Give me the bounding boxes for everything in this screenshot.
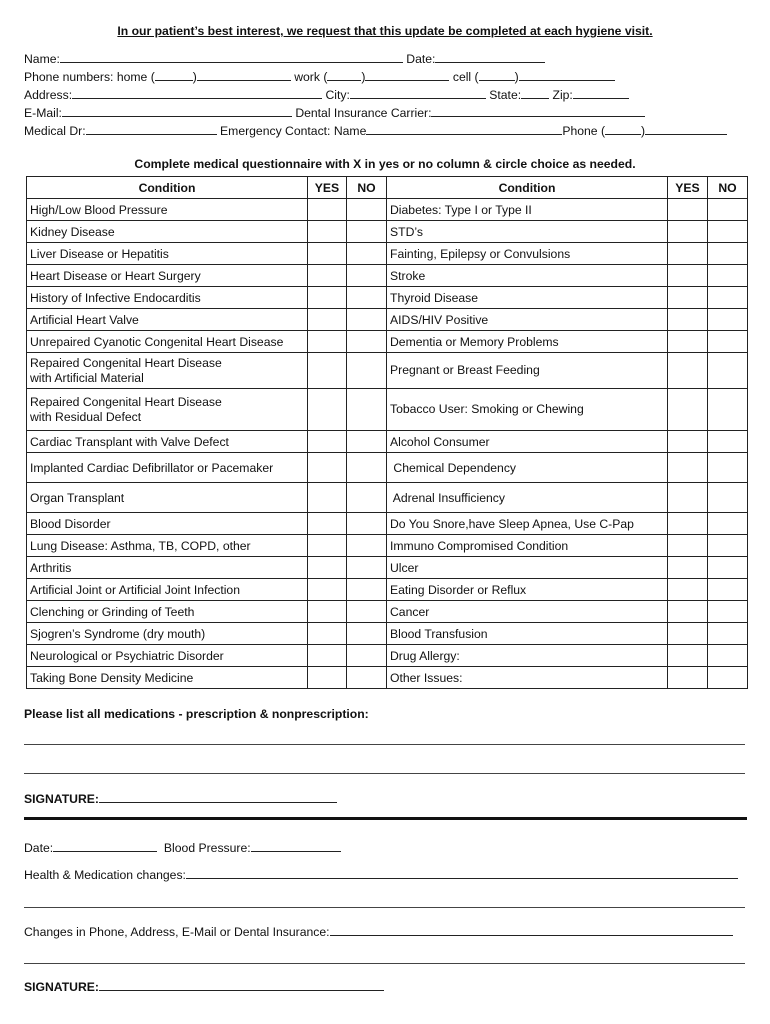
yes-checkbox-left[interactable]	[308, 513, 347, 535]
no-checkbox-left[interactable]	[347, 645, 387, 667]
condition-label: Stroke	[390, 268, 426, 283]
condition-label: Immuno Compromised Condition	[390, 538, 569, 553]
table-row	[27, 221, 748, 243]
emergency-phone-field[interactable]	[645, 123, 727, 135]
condition-cell-left	[27, 535, 308, 557]
yes-checkbox-left[interactable]	[308, 331, 347, 353]
condition-label: STD’s	[390, 224, 423, 239]
no-checkbox-left[interactable]	[347, 309, 387, 331]
table-row	[27, 287, 748, 309]
no-checkbox-right[interactable]	[708, 601, 748, 623]
work-label: work (	[294, 70, 328, 84]
no-checkbox-right[interactable]	[708, 243, 748, 265]
condition-cell-right	[387, 287, 668, 309]
yes-checkbox-right[interactable]	[668, 331, 708, 353]
yes-checkbox-right[interactable]	[668, 265, 708, 287]
yes-checkbox-right[interactable]	[668, 535, 708, 557]
no-checkbox-left[interactable]	[347, 389, 387, 431]
condition-label: Repaired Congenital Heart Disease	[30, 394, 222, 409]
paren-close: )	[192, 70, 197, 84]
condition-cell-left	[27, 513, 308, 535]
contact-changes-label: Changes in Phone, Address, E-Mail or Dental Insurance:	[24, 925, 330, 939]
emergency-contact-label: Emergency Contact: Name	[220, 124, 367, 138]
patient-signature-label: SIGNATURE:	[24, 792, 99, 806]
condition-label: Organ Transplant	[30, 490, 125, 505]
no-checkbox-left[interactable]	[347, 453, 387, 483]
yes-checkbox-right[interactable]	[668, 389, 708, 431]
medical-dr-label: Medical Dr:	[24, 124, 86, 138]
emergency-phone-label: Phone (	[562, 124, 606, 138]
office-date-row	[24, 840, 341, 855]
yes-checkbox-left[interactable]	[308, 453, 347, 483]
health-changes-label: Health & Medication changes:	[24, 868, 186, 882]
contact-changes-line-2[interactable]	[24, 963, 745, 964]
yes-checkbox-left[interactable]	[308, 483, 347, 513]
yes-checkbox-left[interactable]	[308, 667, 347, 689]
questionnaire-instruction: Complete medical questionnaire with X in yes or no column & circle choice as needed.	[134, 157, 636, 171]
yes-checkbox-right[interactable]	[668, 513, 708, 535]
patient-signature-field[interactable]	[99, 791, 337, 803]
condition-cell-left	[27, 579, 308, 601]
city-field[interactable]	[350, 87, 486, 99]
condition-label: Unrepaired Cyanotic Congenital Heart Disease	[30, 334, 284, 349]
condition-cell-right	[387, 483, 668, 513]
condition-header: Condition	[387, 177, 668, 199]
condition-cell-right	[387, 579, 668, 601]
no-checkbox-left[interactable]	[347, 221, 387, 243]
yes-checkbox-left[interactable]	[308, 557, 347, 579]
yes-checkbox-right[interactable]	[668, 645, 708, 667]
no-checkbox-right[interactable]	[708, 287, 748, 309]
no-checkbox-left[interactable]	[347, 287, 387, 309]
no-checkbox-left[interactable]	[347, 623, 387, 645]
blood-pressure-field[interactable]	[251, 840, 341, 852]
condition-label: Tobacco User: Smoking or Chewing	[390, 402, 584, 416]
no-checkbox-left[interactable]	[347, 601, 387, 623]
condition-label: Liver Disease or Hepatitis	[30, 246, 169, 261]
no-checkbox-right[interactable]	[708, 331, 748, 353]
yes-checkbox-right[interactable]	[668, 431, 708, 453]
yes-header: YES	[668, 177, 708, 199]
condition-cell-left	[27, 265, 308, 287]
condition-label: Eating Disorder or Reflux	[390, 582, 527, 597]
patient-signature-row	[24, 791, 337, 806]
condition-cell-left	[27, 601, 308, 623]
no-checkbox-left[interactable]	[347, 199, 387, 221]
yes-checkbox-right[interactable]	[668, 453, 708, 483]
table-header-row	[27, 177, 748, 199]
name-row	[24, 51, 545, 66]
home-area-code-field[interactable]	[155, 69, 193, 81]
condition-label: Other Issues:	[390, 670, 463, 685]
table-row	[27, 601, 748, 623]
condition-label: with Residual Defect	[30, 409, 142, 424]
condition-cell-right	[387, 353, 668, 389]
yes-checkbox-left[interactable]	[308, 353, 347, 389]
no-checkbox-right[interactable]	[708, 221, 748, 243]
address-field[interactable]	[72, 87, 322, 99]
cell-area-code-field[interactable]	[479, 69, 515, 81]
condition-cell-left	[27, 199, 308, 221]
phone-row	[24, 69, 615, 84]
yes-checkbox-left[interactable]	[308, 287, 347, 309]
table-row	[27, 645, 748, 667]
yes-checkbox-right[interactable]	[668, 199, 708, 221]
yes-checkbox-left[interactable]	[308, 645, 347, 667]
date-label: Date:	[406, 52, 436, 66]
condition-label: Cancer	[390, 604, 430, 619]
health-changes-field[interactable]	[186, 867, 738, 879]
no-checkbox-right[interactable]	[708, 645, 748, 667]
yes-header: YES	[308, 177, 347, 199]
condition-cell-right	[387, 535, 668, 557]
name-label: Name:	[24, 52, 60, 66]
no-checkbox-right[interactable]	[708, 389, 748, 431]
no-header: NO	[708, 177, 748, 199]
condition-label: Adrenal Insufficiency	[390, 490, 505, 505]
condition-cell-right	[387, 331, 668, 353]
no-checkbox-right[interactable]	[708, 483, 748, 513]
no-checkbox-left[interactable]	[347, 431, 387, 453]
no-checkbox-right[interactable]	[708, 579, 748, 601]
no-checkbox-right[interactable]	[708, 431, 748, 453]
no-checkbox-left[interactable]	[347, 557, 387, 579]
condition-cell-left	[27, 623, 308, 645]
yes-checkbox-right[interactable]	[668, 557, 708, 579]
home-phone-field[interactable]	[197, 69, 291, 81]
paren-close: )	[641, 124, 646, 138]
table-row	[27, 199, 748, 221]
condition-label: High/Low Blood Pressure	[30, 202, 168, 217]
condition-cell-right	[387, 243, 668, 265]
table-row	[27, 431, 748, 453]
no-header: NO	[347, 177, 387, 199]
date-field[interactable]	[435, 51, 545, 63]
table-row	[27, 623, 748, 645]
yes-checkbox-left[interactable]	[308, 265, 347, 287]
condition-cell-right	[387, 431, 668, 453]
condition-cell-right	[387, 513, 668, 535]
condition-cell-left	[27, 483, 308, 513]
condition-cell-right	[387, 645, 668, 667]
table-row	[27, 557, 748, 579]
no-checkbox-left[interactable]	[347, 243, 387, 265]
no-checkbox-right[interactable]	[708, 513, 748, 535]
table-row	[27, 513, 748, 535]
condition-label: Taking Bone Density Medicine	[30, 670, 194, 685]
condition-label: Thyroid Disease	[390, 290, 479, 305]
condition-label: History of Infective Endocarditis	[30, 290, 201, 305]
email-field[interactable]	[62, 105, 292, 117]
condition-label: Kidney Disease	[30, 224, 115, 239]
condition-label: Arthritis	[30, 560, 72, 575]
yes-checkbox-right[interactable]	[668, 309, 708, 331]
yes-checkbox-left[interactable]	[308, 199, 347, 221]
yes-checkbox-right[interactable]	[668, 353, 708, 389]
name-field[interactable]	[60, 51, 403, 63]
table-row	[27, 309, 748, 331]
state-label: State:	[489, 88, 522, 102]
condition-cell-left	[27, 667, 308, 689]
office-signature-field[interactable]	[99, 979, 384, 991]
contact-changes-row	[24, 924, 733, 939]
cell-phone-field[interactable]	[519, 69, 615, 81]
email-label: E-Mail:	[24, 106, 62, 120]
table-row	[27, 243, 748, 265]
condition-label: Chemical Dependency	[390, 460, 517, 475]
condition-cell-left	[27, 353, 308, 389]
condition-label: Repaired Congenital Heart Disease	[30, 355, 222, 370]
doctor-row	[24, 123, 727, 138]
condition-label: Lung Disease: Asthma, TB, COPD, other	[30, 538, 251, 553]
condition-cell-left	[27, 453, 308, 483]
no-checkbox-left[interactable]	[347, 667, 387, 689]
condition-cell-right	[387, 667, 668, 689]
yes-checkbox-left[interactable]	[308, 389, 347, 431]
no-checkbox-right[interactable]	[708, 309, 748, 331]
no-checkbox-right[interactable]	[708, 557, 748, 579]
condition-label: Clenching or Grinding of Teeth	[30, 604, 195, 619]
yes-checkbox-left[interactable]	[308, 431, 347, 453]
condition-cell-right	[387, 601, 668, 623]
medical-dr-field[interactable]	[86, 123, 217, 135]
condition-cell-left	[27, 243, 308, 265]
condition-header: Condition	[27, 177, 308, 199]
condition-label: Alcohol Consumer	[390, 434, 490, 449]
condition-cell-right	[387, 557, 668, 579]
yes-checkbox-right[interactable]	[668, 667, 708, 689]
table-row	[27, 579, 748, 601]
paren-close: )	[514, 70, 519, 84]
condition-label: with Artificial Material	[30, 370, 144, 385]
condition-cell-right	[387, 265, 668, 287]
yes-checkbox-right[interactable]	[668, 483, 708, 513]
table-row	[27, 483, 748, 513]
no-checkbox-left[interactable]	[347, 535, 387, 557]
yes-checkbox-left[interactable]	[308, 309, 347, 331]
emergency-area-code-field[interactable]	[605, 123, 641, 135]
table-row	[27, 453, 748, 483]
condition-label: Do You Snore,have Sleep Apnea, Use C-Pap	[390, 516, 634, 531]
condition-label: Blood Transfusion	[390, 626, 488, 641]
no-checkbox-right[interactable]	[708, 535, 748, 557]
yes-checkbox-left[interactable]	[308, 579, 347, 601]
office-date-field[interactable]	[53, 840, 157, 852]
table-row	[27, 389, 748, 431]
table-row	[27, 265, 748, 287]
condition-cell-left	[27, 287, 308, 309]
no-checkbox-left[interactable]	[347, 265, 387, 287]
condition-cell-left	[27, 389, 308, 431]
condition-label: Blood Disorder	[30, 516, 111, 531]
section-divider	[24, 817, 747, 820]
medications-line-2[interactable]	[24, 773, 745, 774]
condition-label: Cardiac Transplant with Valve Defect	[30, 434, 229, 449]
condition-cell-left	[27, 331, 308, 353]
health-changes-line-2[interactable]	[24, 907, 745, 908]
no-checkbox-left[interactable]	[347, 579, 387, 601]
no-checkbox-left[interactable]	[347, 331, 387, 353]
work-phone-field[interactable]	[365, 69, 449, 81]
condition-label: Neurological or Psychiatric Disorder	[30, 648, 224, 663]
zip-field[interactable]	[573, 87, 629, 99]
dental-insurance-field[interactable]	[431, 105, 645, 117]
condition-label: Dementia or Memory Problems	[390, 334, 559, 349]
condition-label: Diabetes: Type I or Type II	[390, 202, 532, 217]
condition-label: Heart Disease or Heart Surgery	[30, 268, 201, 283]
yes-checkbox-right[interactable]	[668, 221, 708, 243]
condition-cell-right	[387, 453, 668, 483]
condition-cell-right	[387, 623, 668, 645]
condition-label: Fainting, Epilepsy or Convulsions	[390, 246, 571, 261]
condition-label: Ulcer	[390, 560, 419, 575]
condition-label: Artificial Heart Valve	[30, 312, 139, 327]
form-header: In our patient’s best interest, we request that this update be completed at each hygiene visit.	[117, 24, 653, 38]
work-area-code-field[interactable]	[327, 69, 361, 81]
health-changes-row	[24, 867, 738, 882]
dental-insurance-label: Dental Insurance Carrier:	[295, 106, 432, 120]
yes-checkbox-right[interactable]	[668, 287, 708, 309]
table-row	[27, 353, 748, 389]
medical-questionnaire-table	[26, 176, 748, 689]
office-date-label: Date:	[24, 841, 54, 855]
no-checkbox-right[interactable]	[708, 453, 748, 483]
table-row	[27, 331, 748, 353]
condition-cell-right	[387, 221, 668, 243]
address-label: Address:	[24, 88, 73, 102]
condition-cell-right	[387, 389, 668, 431]
address-row	[24, 87, 629, 102]
emergency-contact-field[interactable]	[366, 123, 562, 135]
phone-home-label: Phone numbers: home (	[24, 70, 155, 84]
condition-cell-left	[27, 645, 308, 667]
yes-checkbox-left[interactable]	[308, 623, 347, 645]
condition-label: AIDS/HIV Positive	[390, 312, 489, 327]
no-checkbox-right[interactable]	[708, 353, 748, 389]
paren-close: )	[361, 70, 366, 84]
condition-cell-right	[387, 309, 668, 331]
table-row	[27, 535, 748, 557]
yes-checkbox-left[interactable]	[308, 535, 347, 557]
zip-label: Zip:	[552, 88, 573, 102]
condition-label: Implanted Cardiac Defibrillator or Pacemaker	[30, 460, 274, 475]
yes-checkbox-right[interactable]	[668, 243, 708, 265]
no-checkbox-left[interactable]	[347, 353, 387, 389]
condition-cell-left	[27, 221, 308, 243]
yes-checkbox-right[interactable]	[668, 579, 708, 601]
email-row	[24, 105, 645, 120]
condition-label: Sjogren’s Syndrome (dry mouth)	[30, 626, 206, 641]
medications-line-1[interactable]	[24, 744, 745, 745]
city-label: City:	[325, 88, 350, 102]
yes-checkbox-right[interactable]	[668, 601, 708, 623]
condition-cell-left	[27, 557, 308, 579]
condition-label: Pregnant or Breast Feeding	[390, 363, 540, 377]
condition-cell-left	[27, 431, 308, 453]
contact-changes-field[interactable]	[330, 924, 733, 936]
no-checkbox-left[interactable]	[347, 513, 387, 535]
cell-label: cell (	[452, 70, 479, 84]
yes-checkbox-right[interactable]	[668, 623, 708, 645]
office-signature-label: SIGNATURE:	[24, 980, 99, 994]
medications-label: Please list all medications - prescription & nonprescription:	[24, 707, 369, 721]
yes-checkbox-left[interactable]	[308, 221, 347, 243]
no-checkbox-left[interactable]	[347, 483, 387, 513]
yes-checkbox-left[interactable]	[308, 243, 347, 265]
condition-cell-left	[27, 309, 308, 331]
condition-label: Drug Allergy:	[390, 648, 460, 663]
condition-label: Artificial Joint or Artificial Joint Infection	[30, 582, 240, 597]
blood-pressure-label: Blood Pressure:	[163, 841, 251, 855]
no-checkbox-right[interactable]	[708, 667, 748, 689]
yes-checkbox-left[interactable]	[308, 601, 347, 623]
table-row	[27, 667, 748, 689]
state-field[interactable]	[521, 87, 549, 99]
condition-cell-right	[387, 199, 668, 221]
no-checkbox-right[interactable]	[708, 265, 748, 287]
no-checkbox-right[interactable]	[708, 623, 748, 645]
office-signature-row	[24, 979, 384, 994]
no-checkbox-right[interactable]	[708, 199, 748, 221]
